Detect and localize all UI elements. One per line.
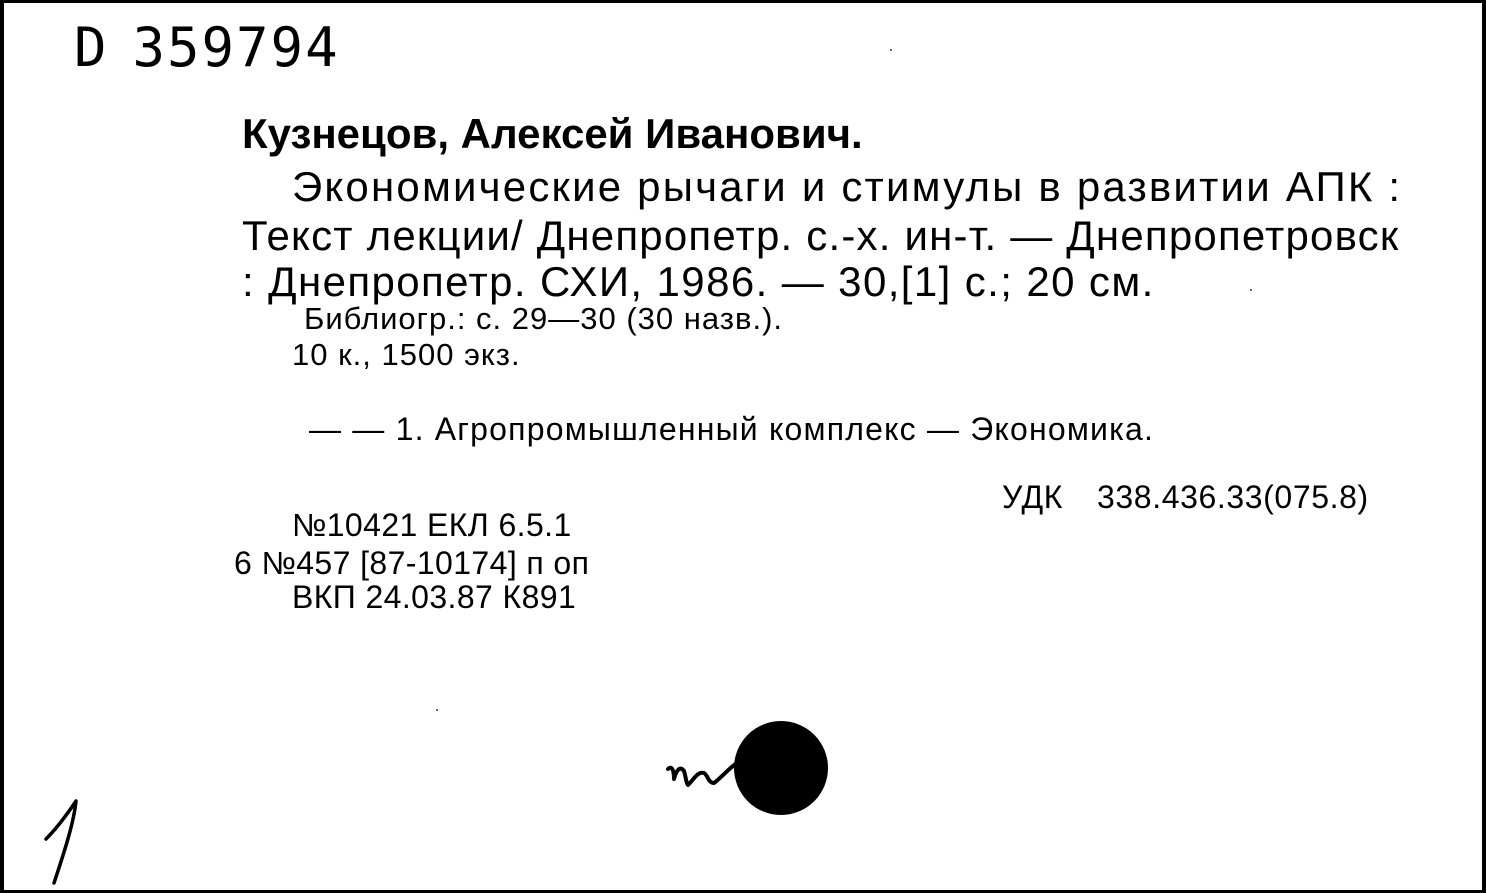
title-line-2: Текст лекции/ Днепропетр. с.-х. ин-т. — Днепропетровск [242,212,1400,259]
control-line-1: №10421 ЕКЛ 6.5.1 [292,507,572,543]
call-number-prefix: D [74,16,109,79]
call-number [74,16,340,79]
title-line-1: Экономические рычаги и стимулы в развитии АПК : [292,163,1403,210]
price-edition-note: 10 к., 1500 экз. [292,337,521,372]
paper-speck [890,49,892,51]
handwritten-number-mark [40,799,90,885]
paper-speck [1250,289,1252,291]
subject-heading: — — 1. Агропромышленный комплекс — Экономика. [309,411,1155,447]
punched-dot [734,721,828,815]
control-line-2: 6 №457 [87-10174] п оп [234,545,590,581]
handwritten-scribble-mark [664,749,744,795]
author-heading: Кузнецов, Алексей Иванович. [242,110,863,157]
call-number-value: 359794 [132,16,340,79]
udc-label: УДК [1002,479,1064,515]
control-line-3: ВКП 24.03.87 К891 [292,579,577,615]
udc-value: 338.436.33(075.8) [1097,479,1369,515]
paper-speck [436,709,438,711]
bibliography-note: Библиогр.: с. 29—30 (30 назв.). [304,301,784,336]
title-line-3: : Днепропетр. СХИ, 1986. — 30,[1] с.; 20 см. [242,258,1155,305]
udc-classification [1002,481,1369,513]
